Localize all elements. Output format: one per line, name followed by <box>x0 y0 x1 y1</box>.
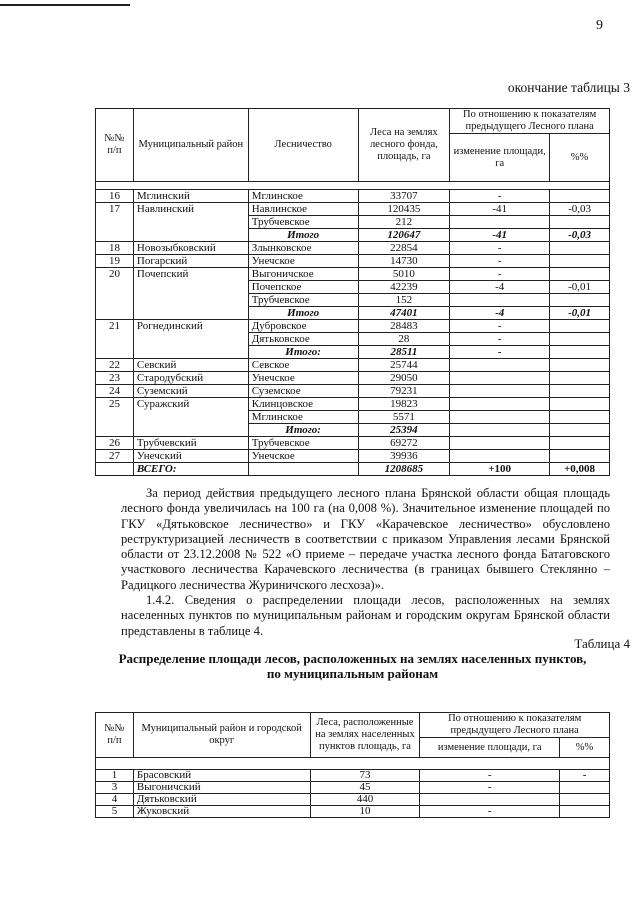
row-number <box>96 463 134 476</box>
area-change: - <box>420 770 560 782</box>
forestry-name: Дубровское <box>248 320 358 333</box>
area-change-pct <box>550 255 610 268</box>
forestry-name: Унечское <box>248 255 358 268</box>
area-change-pct <box>550 294 610 307</box>
area-change: - <box>450 333 550 346</box>
forest-area: 47401 <box>358 307 450 320</box>
blank-row <box>96 758 610 770</box>
table-3 <box>95 108 610 476</box>
row-number: 20 <box>96 268 134 320</box>
area-change-pct <box>550 216 610 229</box>
page-number: 9 <box>596 18 603 33</box>
text-line: 1.4.2. Сведения о распределении площади лесов, расположенных на землях <box>146 593 610 608</box>
table-row <box>96 437 610 450</box>
district-name: Жуковский <box>133 806 310 818</box>
area-change-pct <box>550 437 610 450</box>
scan-artifact-line <box>0 4 130 6</box>
area-change: -41 <box>450 203 550 216</box>
row-number: 25 <box>96 398 134 437</box>
table-row <box>96 372 610 385</box>
forestry-name: Злынковское <box>248 242 358 255</box>
row-number: 27 <box>96 450 134 463</box>
forest-area: 120647 <box>358 229 450 242</box>
area-change: - <box>450 320 550 333</box>
area-change-pct: -0,01 <box>550 307 610 320</box>
area-change-pct <box>550 385 610 398</box>
district-name: Рогнединский <box>133 320 248 359</box>
forest-area: 69272 <box>358 437 450 450</box>
row-number: 5 <box>96 806 134 818</box>
area-change <box>450 424 550 437</box>
area-change: - <box>450 190 550 203</box>
district-name: Навлинский <box>133 203 248 242</box>
forestry-name: Итого <box>248 307 358 320</box>
row-number: 22 <box>96 359 134 372</box>
area-change <box>450 450 550 463</box>
forestry-name: Мглинское <box>248 190 358 203</box>
district-name: Дятьковский <box>133 794 310 806</box>
table-continuation-label: окончание таблицы 3 <box>507 80 630 95</box>
area-change-pct <box>560 782 610 794</box>
area-change-pct <box>560 794 610 806</box>
area-change: - <box>420 806 560 818</box>
header-district: Муниципальный район и городской округ <box>133 713 310 758</box>
area-change-pct: -0,03 <box>550 229 610 242</box>
area-change-pct <box>550 333 610 346</box>
area-change <box>450 294 550 307</box>
header-pct: %% <box>550 134 610 182</box>
forest-area: 79231 <box>358 385 450 398</box>
forestry-name: Итого <box>248 229 358 242</box>
row-number: 23 <box>96 372 134 385</box>
forest-area: 28511 <box>358 346 450 359</box>
forest-area: 22854 <box>358 242 450 255</box>
row-number: 16 <box>96 190 134 203</box>
district-name: Брасовский <box>133 770 310 782</box>
area-change-pct: +0,008 <box>550 463 610 476</box>
forestry-name: Мглинское <box>248 411 358 424</box>
area-change-pct <box>550 242 610 255</box>
area-change-pct <box>550 359 610 372</box>
forestry-name: Дятьковское <box>248 333 358 346</box>
row-number: 21 <box>96 320 134 359</box>
table-row <box>96 770 610 782</box>
forest-area: 5571 <box>358 411 450 424</box>
title-line: Распределение площади лесов, расположенных на землях населенных пунктов, <box>118 651 587 666</box>
table-row <box>96 398 610 411</box>
area-change-pct <box>550 320 610 333</box>
header-relation: По отношению к показателям предыдущего Лесного плана <box>420 713 610 738</box>
text-line: участкового лесничества Карачевского лесничества (в границах бывшего Стеклянно – <box>121 562 610 577</box>
forest-area: 45 <box>310 782 420 794</box>
district-name: Почепский <box>133 268 248 320</box>
text-line: ГКУ «Дятьковское лесничество» и ГКУ «Карачевское лесничество» обусловлено <box>121 516 610 531</box>
table-row <box>96 268 610 281</box>
area-change <box>450 359 550 372</box>
forestry-name: Унечское <box>248 450 358 463</box>
area-change-pct <box>550 190 610 203</box>
district-name: Погарский <box>133 255 248 268</box>
forest-area: 29050 <box>358 372 450 385</box>
district-name: Выгоничский <box>133 782 310 794</box>
blank-row <box>96 182 610 190</box>
forestry-name: Трубчевское <box>248 294 358 307</box>
area-change <box>450 398 550 411</box>
row-number: 4 <box>96 794 134 806</box>
area-change <box>450 385 550 398</box>
forest-area: 14730 <box>358 255 450 268</box>
area-change-pct: -0,03 <box>550 203 610 216</box>
area-change: +100 <box>450 463 550 476</box>
area-change: - <box>420 782 560 794</box>
title-line: по муниципальным районам <box>266 666 439 681</box>
header-area: Леса на землях лесного фонда, площадь, га <box>358 109 450 182</box>
table-row <box>96 359 610 372</box>
header-relation: По отношению к показателям предыдущего Лесного плана <box>450 109 610 134</box>
table-4 <box>95 712 610 818</box>
forestry-name: Навлинское <box>248 203 358 216</box>
table-row <box>96 450 610 463</box>
forest-area: 212 <box>358 216 450 229</box>
forest-area: 73 <box>310 770 420 782</box>
table-row <box>96 242 610 255</box>
area-change-pct: - <box>560 770 610 782</box>
area-change-pct <box>550 372 610 385</box>
forest-area: 28483 <box>358 320 450 333</box>
table-4-title <box>95 651 610 681</box>
forestry-name: Унечское <box>248 372 358 385</box>
text-line: населенных пунктов по муниципальным районам и городским округам Брянской области <box>121 608 610 623</box>
forestry-name: Итого: <box>248 424 358 437</box>
row-number: 19 <box>96 255 134 268</box>
table-row <box>96 190 610 203</box>
area-change-pct <box>550 424 610 437</box>
district-name: Мглинский <box>133 190 248 203</box>
area-change: - <box>450 242 550 255</box>
header-pct: %% <box>560 738 610 758</box>
district-name: Трубчевский <box>133 437 248 450</box>
forestry-name <box>248 463 358 476</box>
header-num: №№ п/п <box>96 713 134 758</box>
area-change <box>420 794 560 806</box>
forestry-name: Итого: <box>248 346 358 359</box>
forestry-name: Трубчевское <box>248 437 358 450</box>
forest-area: 33707 <box>358 190 450 203</box>
area-change <box>450 216 550 229</box>
text-line: лесного фонда увеличилась на 100 га (на 0,008 %). Значительное изменение площадей по <box>121 501 610 516</box>
forestry-name: Трубчевское <box>248 216 358 229</box>
forest-area: 440 <box>310 794 420 806</box>
forest-area: 152 <box>358 294 450 307</box>
forest-area: 28 <box>358 333 450 346</box>
text-line: реструктуризацией лесничеств в соответствии с приказом Управления лесами Брянской <box>121 531 610 546</box>
table-row <box>96 463 610 476</box>
district-name: Унечский <box>133 450 248 463</box>
text-line: представлены в таблице 4. <box>121 623 264 638</box>
area-change-pct <box>550 268 610 281</box>
area-change: -41 <box>450 229 550 242</box>
text-line: области от 23.12.2008 № 522 «О приеме – передаче участка лесного фонда Батаговского <box>121 547 610 562</box>
area-change: - <box>450 268 550 281</box>
row-number: 3 <box>96 782 134 794</box>
forest-area: 39936 <box>358 450 450 463</box>
forestry-name: Суземское <box>248 385 358 398</box>
district-name: Суражский <box>133 398 248 437</box>
table-row <box>96 320 610 333</box>
row-number: 17 <box>96 203 134 242</box>
header-district: Муниципальный район <box>133 109 248 182</box>
forestry-name: Севское <box>248 359 358 372</box>
area-change <box>450 372 550 385</box>
header-num: №№ п/п <box>96 109 134 182</box>
area-change-pct <box>560 806 610 818</box>
district-name: Суземский <box>133 385 248 398</box>
header-change: изменение площади, га <box>450 134 550 182</box>
forestry-name: Клинцовское <box>248 398 358 411</box>
table-row <box>96 255 610 268</box>
row-number: 18 <box>96 242 134 255</box>
forestry-name: Почепское <box>248 281 358 294</box>
area-change: - <box>450 255 550 268</box>
area-change: - <box>450 346 550 359</box>
text-line: Радицкого лесничества Журиничского лесхоза)». <box>121 577 385 592</box>
area-change <box>450 411 550 424</box>
district-name: Стародубский <box>133 372 248 385</box>
area-change: -4 <box>450 281 550 294</box>
area-change: -4 <box>450 307 550 320</box>
forest-area: 5010 <box>358 268 450 281</box>
forest-area: 25394 <box>358 424 450 437</box>
table-row <box>96 203 610 216</box>
table-row <box>96 794 610 806</box>
forest-area: 25744 <box>358 359 450 372</box>
header-forestry: Лесничество <box>248 109 358 182</box>
area-change-pct <box>550 346 610 359</box>
header-change: изменение площади, га <box>420 738 560 758</box>
district-name: Севский <box>133 359 248 372</box>
table-row <box>96 782 610 794</box>
area-change-pct <box>550 398 610 411</box>
area-change-pct <box>550 411 610 424</box>
forest-area: 10 <box>310 806 420 818</box>
paragraph-1 <box>121 486 610 639</box>
row-number: 26 <box>96 437 134 450</box>
text-line: За период действия предыдущего лесного плана Брянской области общая площадь <box>146 486 610 500</box>
table-row <box>96 385 610 398</box>
area-change <box>450 437 550 450</box>
forestry-name: Выгоничское <box>248 268 358 281</box>
forest-area: 19823 <box>358 398 450 411</box>
area-change-pct <box>550 450 610 463</box>
row-number: 24 <box>96 385 134 398</box>
forest-area: 120435 <box>358 203 450 216</box>
header-area: Леса, расположенные на землях населенных пунктов площадь, га <box>310 713 420 758</box>
district-name: ВСЕГО: <box>133 463 248 476</box>
forest-area: 1208685 <box>358 463 450 476</box>
table-row <box>96 806 610 818</box>
row-number: 1 <box>96 770 134 782</box>
forest-area: 42239 <box>358 281 450 294</box>
table-4-caption: Таблица 4 <box>574 636 630 651</box>
district-name: Новозыбковский <box>133 242 248 255</box>
area-change-pct: -0,01 <box>550 281 610 294</box>
